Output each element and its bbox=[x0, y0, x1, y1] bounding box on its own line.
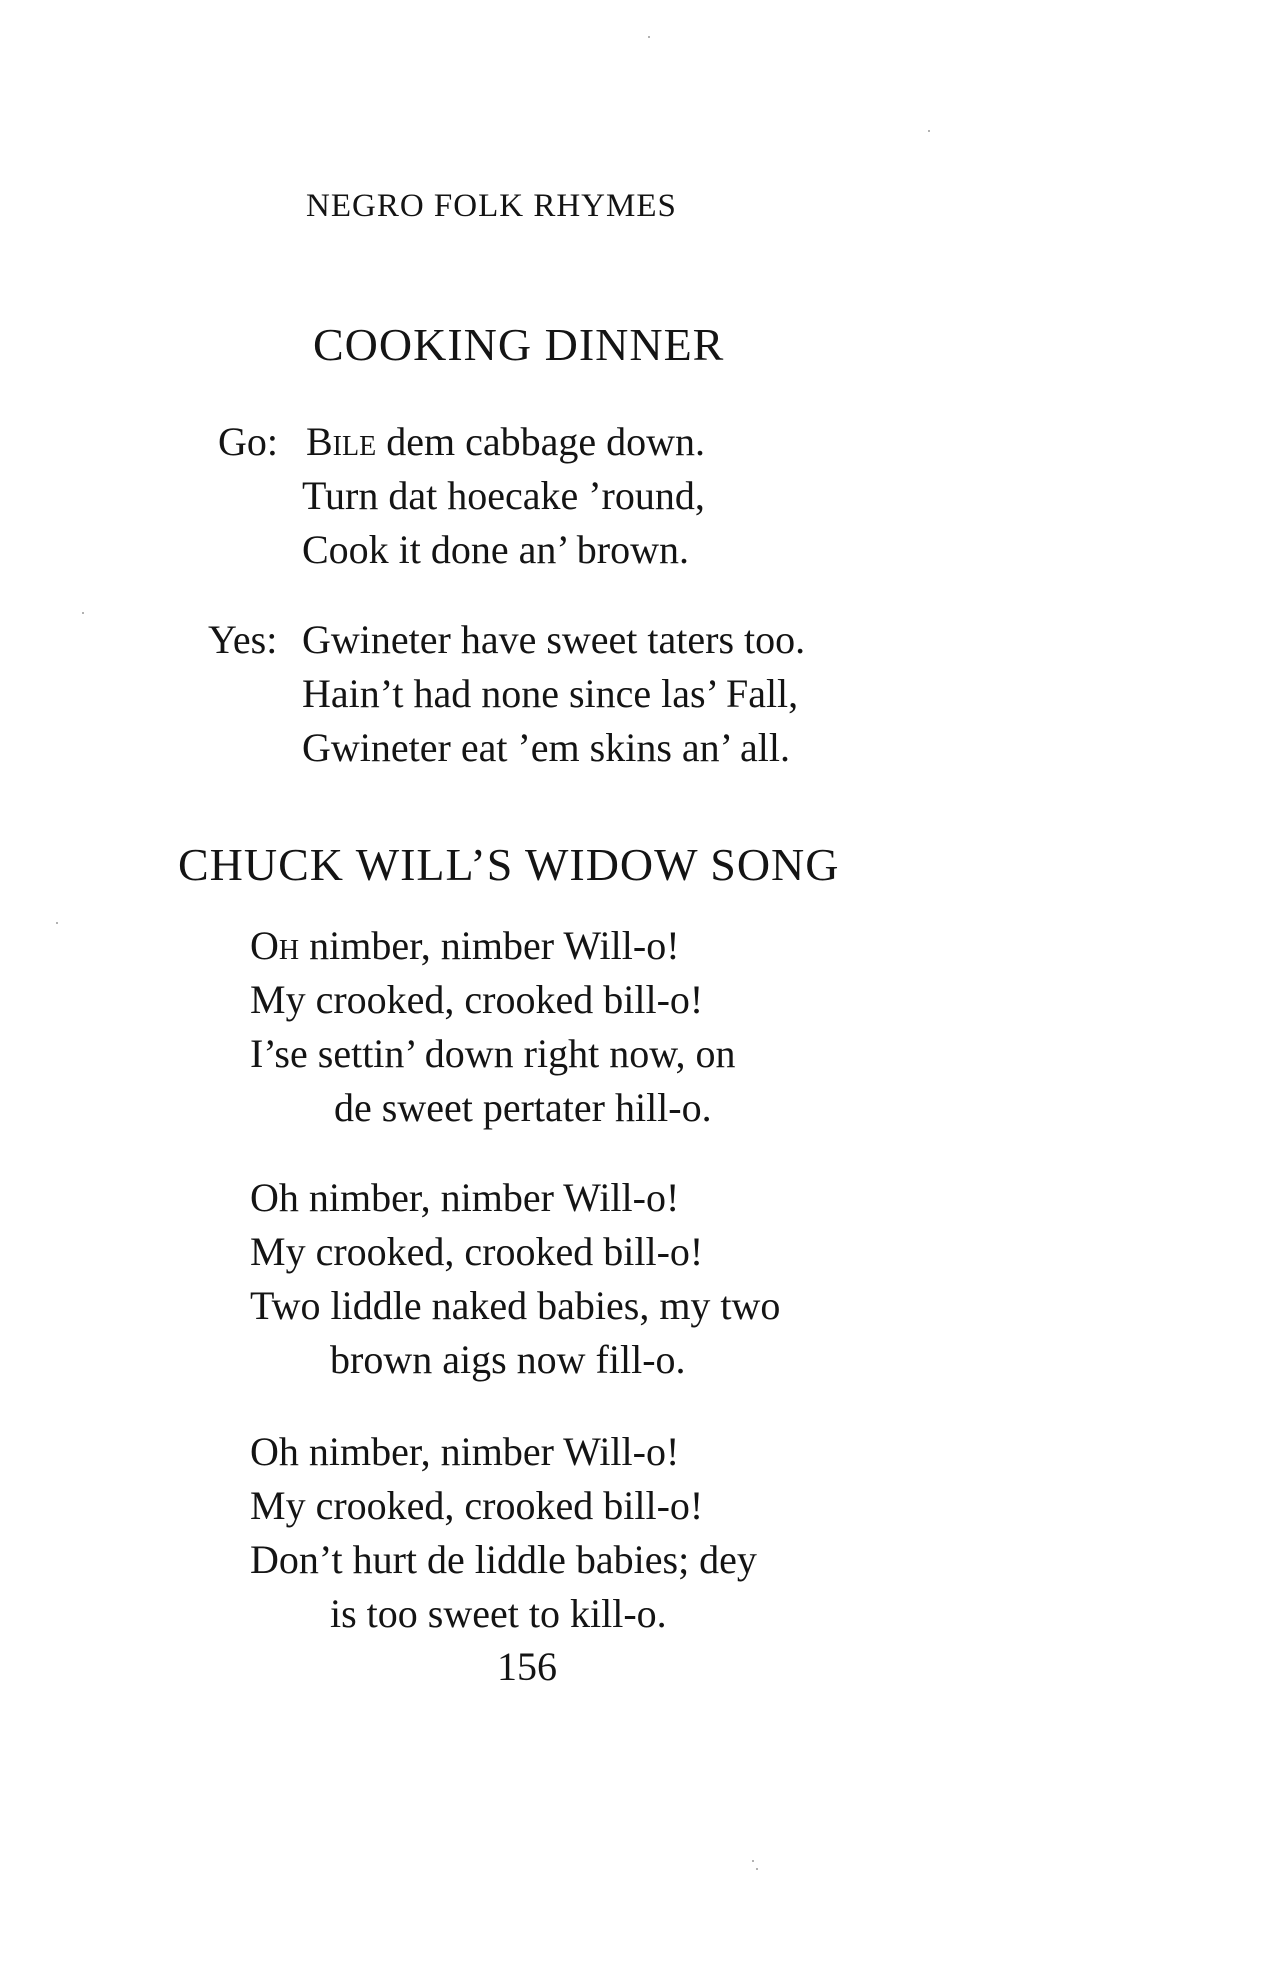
running-head: NEGRO FOLK RHYMES bbox=[306, 188, 677, 224]
poem-line: is too sweet to kill-o. bbox=[330, 1591, 667, 1636]
poem-line: Gwineter eat ’em skins an’ all. bbox=[302, 725, 790, 770]
poem-line: My crooked, crooked bill-o! bbox=[250, 1229, 704, 1274]
poem-line: brown aigs now fill-o. bbox=[330, 1337, 686, 1382]
poem-line: My crooked, crooked bill-o! bbox=[250, 1483, 704, 1528]
scan-speck bbox=[648, 36, 650, 38]
scan-speck bbox=[928, 130, 930, 132]
poem-line: Oh nimber, nimber Will-o! bbox=[250, 1429, 680, 1474]
poem-line: Cook it done an’ brown. bbox=[302, 527, 689, 572]
poem-line: I’se settin’ down right now, on bbox=[250, 1031, 736, 1076]
scan-speck bbox=[56, 922, 58, 924]
scan-speck bbox=[756, 1868, 758, 1870]
poem-line: Two liddle naked babies, my two bbox=[250, 1283, 781, 1328]
speaker-label-go: Go: bbox=[218, 419, 278, 464]
poem-title-chuck-wills-widow-song: CHUCK WILL’S WIDOW SONG bbox=[178, 839, 840, 890]
scan-speck bbox=[752, 1860, 754, 1862]
line-text: nimber, nimber Will-o! bbox=[299, 923, 680, 968]
line-text: dem cabbage down. bbox=[376, 419, 705, 464]
poem-line: Turn dat hoecake ’round, bbox=[302, 473, 705, 518]
poem-line: Oh nimber, nimber Will-o! bbox=[250, 1175, 680, 1220]
poem-title-cooking-dinner: COOKING DINNER bbox=[313, 319, 725, 370]
poem-line bbox=[306, 419, 705, 464]
poem-line bbox=[250, 923, 680, 968]
poem-line: Hain’t had none since las’ Fall, bbox=[302, 671, 799, 716]
poem-line: Don’t hurt de liddle babies; dey bbox=[250, 1537, 757, 1582]
speaker-label-yes: Yes: bbox=[208, 617, 278, 662]
page-number: 156 bbox=[497, 1644, 557, 1689]
drop-word: Bile bbox=[306, 419, 377, 464]
poem-line: de sweet pertater hill-o. bbox=[334, 1085, 712, 1130]
poem-line: My crooked, crooked bill-o! bbox=[250, 977, 704, 1022]
scan-speck bbox=[82, 612, 84, 614]
poem-line: Gwineter have sweet taters too. bbox=[302, 617, 806, 662]
drop-word: Oh bbox=[250, 923, 300, 968]
